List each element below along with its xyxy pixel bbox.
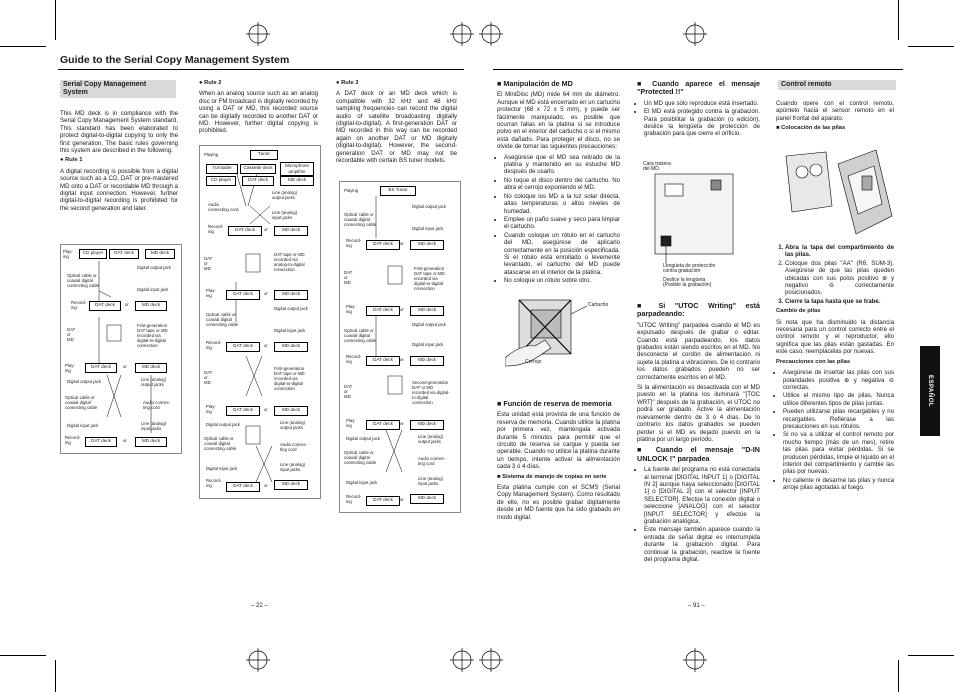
label-digital-output: Digital output jack	[274, 306, 308, 311]
md-deck-box: MD deck	[274, 290, 308, 300]
label-digital-output: Digital output jack	[412, 204, 446, 209]
dat-deck-box: DAT deck	[242, 176, 274, 186]
dat-deck-box: DAT deck	[366, 356, 400, 366]
heading-memory-backup: ■ Función de reserva de memoria	[497, 399, 612, 408]
md-deck-box: MD deck	[274, 480, 308, 490]
label-playing: Play- ing	[65, 363, 75, 373]
list-item: • La fuente del programa no está conectada al terminal [DIGITAL INPUT 1] o [DIGITAL IN 2] aunque haya seleccionado [DIGITAL 1] o [DIGITAL 2] con el selector [INPUT SELECTOR]. Efectúe la conexión digital o seleccione [ANALOG] con el selector [INPUT SELECTOR] y efectúe la grabación analógica.	[644, 466, 760, 525]
list-item: • No coloque un rótulo sobre otro.	[504, 277, 620, 284]
heading-battery-change: Cambio de pilas	[776, 308, 821, 315]
tuner-box: Tuner	[250, 150, 278, 160]
md-deck-box: MD deck	[274, 342, 308, 352]
label-optical-cable: Optical cable or coaxial digital connecting cable	[204, 436, 237, 451]
cd-player-box: CD player	[79, 249, 107, 259]
label-or: or	[123, 438, 127, 443]
label-dat-or-md: DAT or MD	[67, 327, 76, 342]
dat-deck-box: DAT deck	[85, 363, 117, 373]
mic-amp-box: Microphone amplifier	[280, 162, 314, 176]
battery-figure	[778, 146, 896, 240]
section-bar-remote: Control remoto	[778, 80, 896, 90]
right-column-1-lower	[497, 400, 620, 524]
heading-d-in-unlock: ■ Cuando el mensaje "D-IN UNLOCK !" parpadea	[637, 445, 760, 463]
list-item: • Cuando coloque un rótulo en el cartucho del MD, asegúrese de aplicarlo correctamente en la posición especificada. Si el rótulo está enrollado o levemente levantado, el cartucho del MD puede atascarse en el interior de la platina.	[504, 232, 620, 276]
label-line-in: Line (analog) input jacks	[418, 476, 444, 486]
list-item: • Utilice el mismo tipo de pilas. Nunca utilice diferentes tipos de pilas juntas.	[783, 392, 894, 407]
dat-deck-box: DAT deck	[366, 306, 400, 316]
heading-utoc: ■ Si "UTOC Writing" está parpadeando:	[637, 301, 760, 319]
utoc-text-2: Si la alimentación es desactivada con el MD puesto en la platina los iluminará "[TOC WRT]" después de la grabación, el UTOC no podrá ser grabado. Active la alimentación nuevamente dentro de 3 ó 4 días. De lo contrario los datos grabados se pueden perder si el MD es dejado puesto en la platina por un largo período.	[637, 384, 760, 443]
list-item: • Pueden utilizarse pilas recargables y no recargables. Refiérase a las precauciones en sus rótulos.	[783, 408, 894, 430]
label-audio-cord: Audio connec- ting cord	[418, 456, 446, 466]
md-deck-box: MD deck	[410, 420, 444, 430]
list-item: • Asegúrese que el MD sea retirado de la platina y mantenido en su estuche MD después de usarlo.	[504, 154, 620, 176]
diagram-rule3	[339, 181, 461, 513]
label-optical-cable: Optical cable or coaxial digital connecting cable	[206, 312, 239, 327]
right-column-2	[637, 80, 760, 141]
list-item: • Si no va a utilizar el control remoto por mucho tiempo (más de un mes), retire las pilas para evitar pérdidas. Si se producen pérdidas, limpie el líquido en el interior del compartimiento y cambie las pilas por nuevas.	[783, 431, 894, 475]
rule1-title: ● Rule 1	[60, 157, 83, 164]
heading-protected: ■ Cuando aparece el mensaje "Protected !!"	[637, 79, 760, 97]
dat-deck-box: DAT deck	[366, 420, 400, 430]
rule1-text: A digital recording is possible from a digital source such as a CD, DAT or pre-mastered MD onto a DAT or recordable MD through a digital input connection. However, further digital-to-digital recording is prohibited for the second generation and later.	[60, 167, 178, 212]
left-intro-column	[60, 110, 178, 215]
list-item: • Un MD que sólo reproduce está insertado.	[644, 100, 760, 107]
label-recording: Record- ing	[71, 300, 87, 310]
heading-scms: ■ Sistema de manejo de copias en serie	[497, 473, 607, 480]
md-deck-box: MD deck	[410, 494, 444, 504]
label-digital-output: Digital output jack	[206, 422, 240, 427]
label-recording: Record- ing	[346, 354, 362, 364]
heading-md-handling: ■ Manipulación de MD	[497, 79, 573, 88]
md-deck-box: MD deck	[410, 356, 444, 366]
dat-deck-box: DAT deck	[226, 342, 260, 352]
diagram-rule2	[199, 145, 321, 499]
label-playing: Playing	[344, 188, 359, 193]
md-deck-box: MD deck	[135, 437, 167, 447]
label-digital-input: Digital input jack	[274, 328, 306, 333]
label-line-in: Line (analog) input jacks	[272, 210, 298, 220]
language-tab: ESPAÑOL	[920, 346, 940, 436]
dat-deck-box: DAT deck	[89, 301, 121, 311]
label-playing: Play- ing	[346, 418, 356, 428]
page-number-left: – 22 –	[251, 603, 268, 609]
turntable-box: Turntable	[206, 164, 238, 174]
cd-player-box: CD player	[206, 176, 236, 186]
label-or: or	[264, 343, 268, 348]
label-digital-input: Digital input jack	[137, 287, 169, 292]
label-recording: Record- ing	[346, 238, 362, 248]
list-item: • No caliente ni desarme las pilas y nunca arroje pilas agotadas al fuego.	[783, 477, 894, 492]
label-or: or	[400, 241, 404, 246]
label-md-back: Cara trasera del MD	[643, 161, 671, 172]
md-deck-box: MD deck	[274, 226, 308, 236]
label-playing: Play- ing	[63, 249, 73, 259]
label-digital-output: Digital output jack	[137, 265, 171, 270]
label-or: or	[125, 302, 129, 307]
md-deck-box: MD deck	[135, 363, 167, 373]
md-deck-box: MD deck	[410, 240, 444, 250]
label-recording: Record- ing	[208, 224, 224, 234]
list-item: • No toque el disco dentro del cartucho. No abra el cerrojo exponiendo el MD.	[504, 177, 620, 192]
label-or: or	[400, 357, 404, 362]
md-back-figure	[641, 160, 759, 292]
label-audio-cord: Audio connec- ting cord	[280, 442, 308, 452]
right-column-3-lower	[776, 244, 894, 495]
battery-steps	[776, 244, 894, 305]
label-or: or	[264, 227, 268, 232]
label-optical-cable: Optical cable or coaxial digital connecting cable	[67, 273, 100, 288]
md-deck-box: MD deck	[145, 249, 175, 259]
label-or: or	[400, 497, 404, 502]
label-digital-input: Digital input jack	[67, 423, 99, 428]
step-item: 1. Abra la tapa del compartimiento de las pilas.	[785, 244, 894, 259]
remote-intro-text: Cuando opere con el control remoto, apúntelo hacia el sensor remoto en el panel frontal del aparato.	[776, 100, 894, 122]
label-digital-input: Digital input jack	[346, 480, 378, 485]
list-item: • No coloque los MD a la luz solar directa, altas temperaturas o altos niveles de humedad.	[504, 193, 620, 215]
label-or: or	[264, 407, 268, 412]
label-playing: Playing	[204, 152, 219, 157]
heading-battery-precautions: Precauciones con las pilas	[776, 358, 851, 365]
label-audio-cord: Audio connec- ting cord	[143, 400, 171, 410]
dat-deck-box: DAT deck	[85, 437, 117, 447]
label-recording: Record- ing	[206, 478, 222, 488]
label-dat-or-md: DAT or MD	[344, 384, 353, 399]
rule3-column	[336, 80, 457, 167]
label-optical-cable: Optical cable or coaxial digital connecting cable	[65, 395, 98, 410]
label-digital-input: Digital input jack	[412, 342, 444, 347]
label-digital-input: Digital input jack	[206, 466, 238, 471]
label-line-out: Line (analog) output jacks	[272, 190, 298, 200]
label-slide-tab: Deslice la lengüeta (Posible la grabación)	[663, 277, 712, 288]
dat-deck-box: DAT deck	[109, 249, 139, 259]
label-optical-cable: Optical cable or coaxial digital connecting cable	[344, 450, 377, 465]
label-protect-tab: Lengüeta de protección contra grabación	[663, 263, 716, 274]
label-line-in: Line (analog) input jacks	[280, 462, 306, 472]
memory-backup-text: Esta unidad está provista de una función de reserva de memoria. Cuando utilice la platina por primera vez, manténgala activada durante 5 minutos para permitir que el circuito de reserva se cargue y pueda ser operable. Cuando no utilice la platina durante un tiempo, intente activar la alimentación cada 3 ó 4 días.	[497, 411, 620, 471]
step-item: 3. Cierre la tapa hasta que se trabe.	[785, 298, 894, 305]
dat-deck-box: DAT deck	[366, 240, 400, 250]
bs-tuner-box: BS Tuner	[380, 186, 416, 196]
label-first-gen: First-generation DAT tape or MD recorded via digital-to-digital connection	[274, 366, 305, 391]
dat-deck-box: DAT deck	[366, 496, 400, 506]
battery-illustration	[778, 146, 896, 240]
label-first-gen: First-generation DAT tape or MD recorded via digital-to-digital connection	[137, 323, 168, 348]
title-rule-right	[493, 69, 903, 70]
label-or: or	[400, 307, 404, 312]
label-or: or	[123, 364, 127, 369]
label-recording: Record- ing	[65, 435, 81, 445]
page-title: Guide to the Serial Copy Management System	[60, 54, 290, 66]
md-precautions-list	[497, 154, 620, 285]
label-dat-or-md: DAT or MD	[204, 256, 213, 271]
dat-deck-box: DAT deck	[226, 290, 260, 300]
label-line-out: Line (analog) output jacks	[280, 420, 306, 430]
label-line-out: Line (analog) output jacks	[141, 377, 167, 387]
rule2-column	[199, 80, 318, 138]
d-in-unlock-list	[637, 466, 760, 563]
right-column-2-lower	[637, 302, 760, 566]
right-column-1	[497, 80, 620, 288]
list-item: • Asegúrese de insertar las pilas con sus polaridades positiva ⊕ y negativa ⊖ correctas.	[783, 369, 894, 391]
rule2-title: ● Rule 2	[199, 80, 222, 86]
rule3-title: ● Rule 3	[336, 80, 359, 86]
list-item: • Emplee un paño suave y seco para limpiar el cartucho.	[504, 216, 620, 231]
intro-text: This MD deck is in compliance with the Serial Copy Management System standard. This standard has been elaborated to protect digital-to-digital copying to only the first generation. The basic rules governing this system are described in the following.	[60, 110, 178, 155]
rule2-text: When an analog source such as an analog disc or FM broadcast is digitally recorded by using a DAT or MD, this recorded source can be digitally recorded to another DAT or MD. However, further digital copying is prohibited.	[199, 90, 318, 135]
label-first-gen: First-generation DAT tape or MD recorded via digital-to-digital connection	[414, 266, 445, 291]
label-line-in: Line (analog) input jacks	[141, 421, 167, 431]
label-cerrojo: Cerrojo	[525, 359, 542, 365]
label-analog-recorded: DAT tape or MD recorded via analog-to-digital connection	[274, 252, 305, 272]
label-recording: Record- ing	[346, 494, 362, 504]
md-deck-box: MD deck	[410, 306, 444, 316]
md-cartridge-figure	[505, 296, 621, 368]
label-or: or	[264, 483, 268, 488]
rule3-text: A DAT deck or an MD deck which is compatible with 32 kHz and 48 kHz sampling frequencies can record the digital audio of satellite broadcasting digitally (digital-to-digital). A first-generation DAT or MD recorded in this way can be recorded again on another DAT or MD digitally (digital-to-digital). However, the second-generation DAT or MD may not be recordable with certain BS tuner models.	[336, 90, 457, 165]
label-digital-output: Digital output jack	[412, 322, 446, 327]
protected-list	[637, 100, 760, 138]
label-playing: Play- ing	[206, 404, 216, 414]
md-deck-box: MD deck	[135, 301, 167, 311]
label-playing: Play- ing	[346, 304, 356, 314]
label-line-out: Line (analog) output jacks	[418, 434, 444, 444]
label-audio-cord: Audio connecting cord	[208, 202, 239, 212]
dat-deck-box: DAT deck	[228, 226, 262, 236]
dat-deck-box: DAT deck	[226, 406, 260, 416]
label-optical-cable: Optical cable or coaxial digital connecting cable	[344, 212, 377, 227]
label-playing: Play- ing	[206, 288, 216, 298]
step-item: 2. Coloque dos pilas "AA" (R6, SUM-3). Asegúrese de que las pilas queden ubicadas con sus polos positivo ⊕ y negativo ⊖ correctamente posicionados.	[785, 260, 894, 297]
label-second-gen: Second-generation DAT or MD recorded via digital- to-digital connection	[412, 380, 450, 405]
title-rule	[58, 69, 464, 70]
label-or: or	[400, 421, 404, 426]
label-optical-cable: Optical cable or coaxial digital connecting cable	[344, 328, 377, 343]
label-dat-or-md: DAT or MD	[344, 270, 353, 285]
label-digital-output: Digital output jack	[67, 379, 101, 384]
list-item: • Este mensaje también aparece cuando la entrada de señal digital es interrumpida durante la grabación digital. Para continuar la grabación, reactive la fuente del programa digital.	[644, 526, 760, 563]
scms-text: Esta platina cumple con el SCMS (Serial Copy Management System). Como resultado de ello, no es posible grabar digitalmente desde un MD fuente que ha sido grabado en modo digital.	[497, 484, 620, 521]
label-recording: Record- ing	[206, 340, 222, 350]
heading-battery: ■ Colocación de las pilas	[776, 125, 846, 132]
list-item: • El MD está protegido contra la grabación. Para posibilitar la grabación (o edición), deslice la lengüeta de protección de grabación para que cierre el orificio.	[644, 108, 760, 138]
md-deck-box: MD deck	[280, 176, 314, 186]
cassette-deck-box: Cassette deck	[240, 164, 276, 174]
label-dat-or-md: DAT or MD	[204, 370, 213, 385]
utoc-text-1: "UTOC Writing" parpadea cuando el MD es expulsado después de grabar o editar. Cuando está parpadeando, los datos grabados están siendo escritos en el MD. No desconecte el cordón de alimentación ni sujete la platina a vibraciones. De lo contrario los datos grabados pueden no ser correctamente escritos en el MD.	[637, 321, 760, 381]
label-digital-input: Digital input jack	[412, 226, 444, 231]
md-deck-box: MD deck	[274, 406, 308, 416]
dat-deck-box: DAT deck	[226, 482, 260, 492]
md-handling-text: El MiniDisc (MD) mide 64 mm de diámetro. Aunque el MD está encerrado en un cartucho protector (68 x 72 x 5 mm), y puede ser fácilmente manipulado, es posible que ocurran fallas en la platina si se introduce polvo en el interior del cartucho o si el mismo está dañado. Para proteger el disco, no se olvide de tomar las siguientes precauciones:	[497, 91, 620, 151]
label-digital-output: Digital output jack	[346, 436, 380, 441]
diagram-rule1	[60, 244, 182, 454]
battery-change-text: Si nota que ha disminuido la distancia necesaria para un control correcto entre el control remoto y el reproductor, ello significa que las pilas están gastadas. En este caso, reemplácelas por nuevas.	[776, 318, 894, 356]
label-cartucho: Cartucho	[588, 302, 609, 308]
label-or: or	[264, 291, 268, 296]
remote-intro	[776, 100, 894, 136]
section-bar-scms: Serial Copy Management System	[60, 80, 176, 98]
page-number-right: – 91 –	[688, 603, 705, 609]
battery-precautions-list	[776, 369, 894, 492]
